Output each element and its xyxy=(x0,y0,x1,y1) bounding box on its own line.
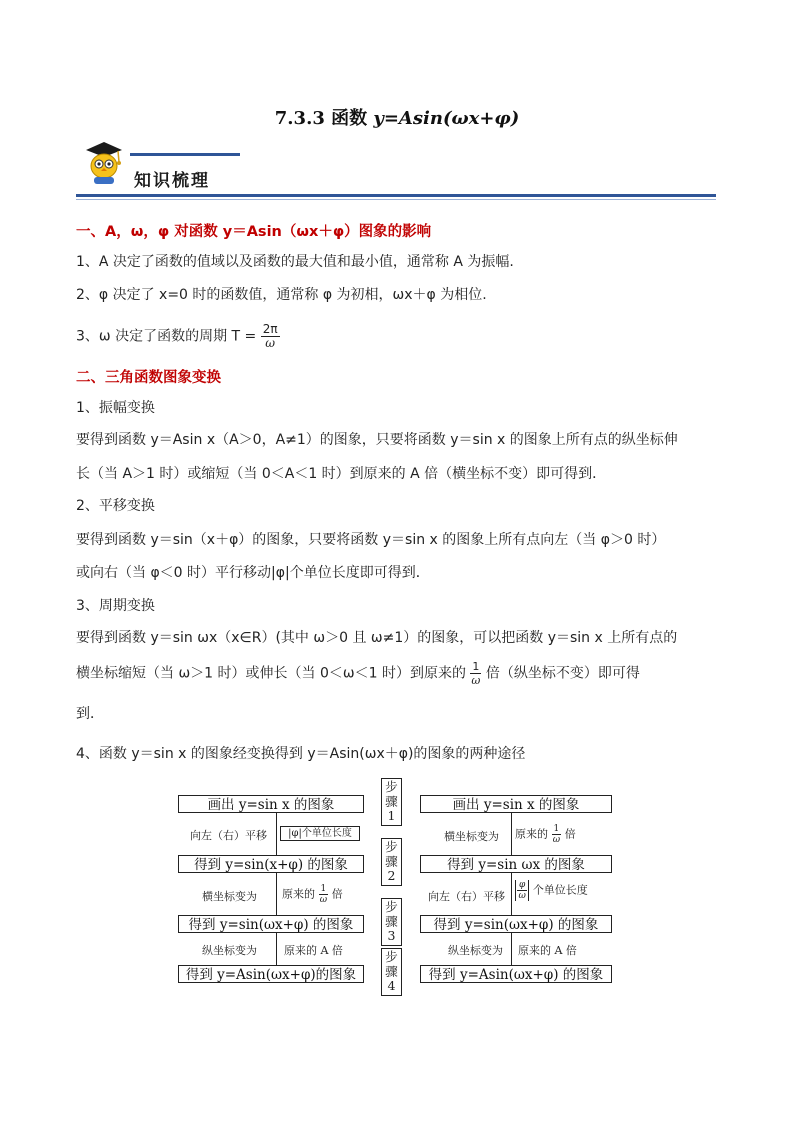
left-label-2c: 倍 xyxy=(331,887,343,901)
right-label-3b: 原来的 A 倍 xyxy=(518,944,577,957)
left-box-1: 画出 y=sin x 的图象 xyxy=(178,795,364,813)
right-label-1b xyxy=(515,824,576,845)
sub-translation: 2、平移变换 xyxy=(76,498,155,514)
period-line-2-pre: 横坐标缩短（当 ω＞1 时）或伸长（当 0＜ω＜1 时）到原来的 xyxy=(76,665,466,682)
left-label-2-frac xyxy=(319,884,329,905)
left-label-2-den: ω xyxy=(319,895,328,905)
period-line-3: 到． xyxy=(76,706,104,722)
right-label-2-num: φ xyxy=(519,880,526,890)
amplitude-line-2: 长（当 A＞1 时）或缩短（当 0＜A＜1 时）到原来的 A 倍（横坐标不变）即可得到． xyxy=(76,466,607,482)
right-label-2a: 向左（右）平移 xyxy=(428,890,505,903)
left-label-2-num: 1 xyxy=(320,884,327,894)
period-text: 3、ω 决定了函数的周期 T = xyxy=(76,328,257,345)
period-den: ω xyxy=(265,336,276,350)
frac-den: ω xyxy=(471,674,481,687)
right-label-1-den: ω xyxy=(552,835,561,845)
left-connector-2 xyxy=(276,873,277,915)
right-box-4: 得到 y=Asin(ωx+φ) 的图象 xyxy=(420,965,612,983)
sub-two-paths: 4、函数 y＝sin x 的图象经变换得到 y＝Asin(ωx＋φ)的图象的两种途径 xyxy=(76,746,526,762)
right-label-3a: 纵坐标变为 xyxy=(448,944,503,957)
left-box-2: 得到 y=sin(x+φ) 的图象 xyxy=(178,855,364,873)
translation-line-2: 或向右（当 φ＜0 时）平行移动|φ|个单位长度即可得到． xyxy=(76,565,430,581)
right-box-3: 得到 y=sin(ωx+φ) 的图象 xyxy=(420,915,612,933)
right-label-1-num: 1 xyxy=(553,824,560,834)
right-connector-1 xyxy=(511,813,512,855)
left-box-4: 得到 y=Asin(ωx+φ)的图象 xyxy=(178,965,364,983)
period-line-2-post: 倍（纵坐标不变）即可得 xyxy=(485,665,640,682)
section1-item-1: 1、A 决定了函数的值域以及函数的最大值和最小值，通常称 A 为振幅. xyxy=(76,254,514,270)
sub-amplitude: 1、振幅变换 xyxy=(76,400,155,416)
right-box-2: 得到 y=sin ωx 的图象 xyxy=(420,855,612,873)
banner-label: 知识梳理 xyxy=(134,171,210,191)
right-label-2b-text: 个单位长度 xyxy=(532,883,588,897)
right-box-1: 画出 y=sin x 的图象 xyxy=(420,795,612,813)
amplitude-line-1: 要得到函数 y＝Asin x（A＞0，A≠1）的图象，只要将函数 y＝sin x 的图象上所有点的纵坐标伸 xyxy=(76,432,678,448)
left-box-3: 得到 y=sin(ωx+φ) 的图象 xyxy=(178,915,364,933)
section2-heading: 二、三角函数图象变换 xyxy=(76,370,221,386)
right-label-1-frac xyxy=(552,824,562,845)
left-label-1b: |φ|个单位长度 xyxy=(280,826,360,841)
right-connector-2 xyxy=(511,873,512,915)
right-label-1b-text: 原来的 xyxy=(515,827,548,841)
right-label-1a: 横坐标变为 xyxy=(444,830,499,843)
right-connector-3 xyxy=(511,933,512,965)
right-label-1c: 倍 xyxy=(564,827,576,841)
title-formula: y=Asin(ωx+φ) xyxy=(373,108,520,129)
period-num: 2π xyxy=(262,322,278,336)
left-label-2a: 横坐标变为 xyxy=(202,890,257,903)
left-label-2b-text: 原来的 xyxy=(282,887,315,901)
translation-line-1: 要得到函数 y＝sin（x＋φ）的图象，只要将函数 y＝sin x 的图象上所有点向左（当 φ＞0 时） xyxy=(76,532,666,548)
right-label-2-frac xyxy=(515,880,529,901)
left-label-1a: 向左（右）平移 xyxy=(190,829,267,842)
frac-num: 1 xyxy=(472,660,480,673)
step-2: 步骤2 xyxy=(381,838,402,886)
left-connector-3 xyxy=(276,933,277,965)
step-3: 步骤3 xyxy=(381,898,402,946)
left-label-3b: 原来的 A 倍 xyxy=(284,944,343,957)
left-connector-1 xyxy=(276,813,277,855)
step-4: 步骤4 xyxy=(381,948,402,996)
left-label-3a: 纵坐标变为 xyxy=(202,944,257,957)
step-1: 步骤1 xyxy=(381,778,402,826)
period-line-1: 要得到函数 y＝sin ωx（x∈R）(其中 ω＞0 且 ω≠1）的图象，可以把函数 y＝sin x 上所有点的 xyxy=(76,630,678,646)
sub-period: 3、周期变换 xyxy=(76,598,155,614)
section1-item-2: 2、φ 决定了 x=0 时的函数值，通常称 φ 为初相，ωx＋φ 为相位. xyxy=(76,287,487,303)
right-label-2b xyxy=(515,880,588,901)
left-label-2b xyxy=(282,884,343,905)
section1-heading: 一、A，ω，φ 对函数 y＝Asin（ωx＋φ）图象的影响 xyxy=(76,224,432,240)
right-label-2-den: ω xyxy=(518,891,526,901)
title-prefix: 7.3.3 函数 xyxy=(274,108,374,129)
